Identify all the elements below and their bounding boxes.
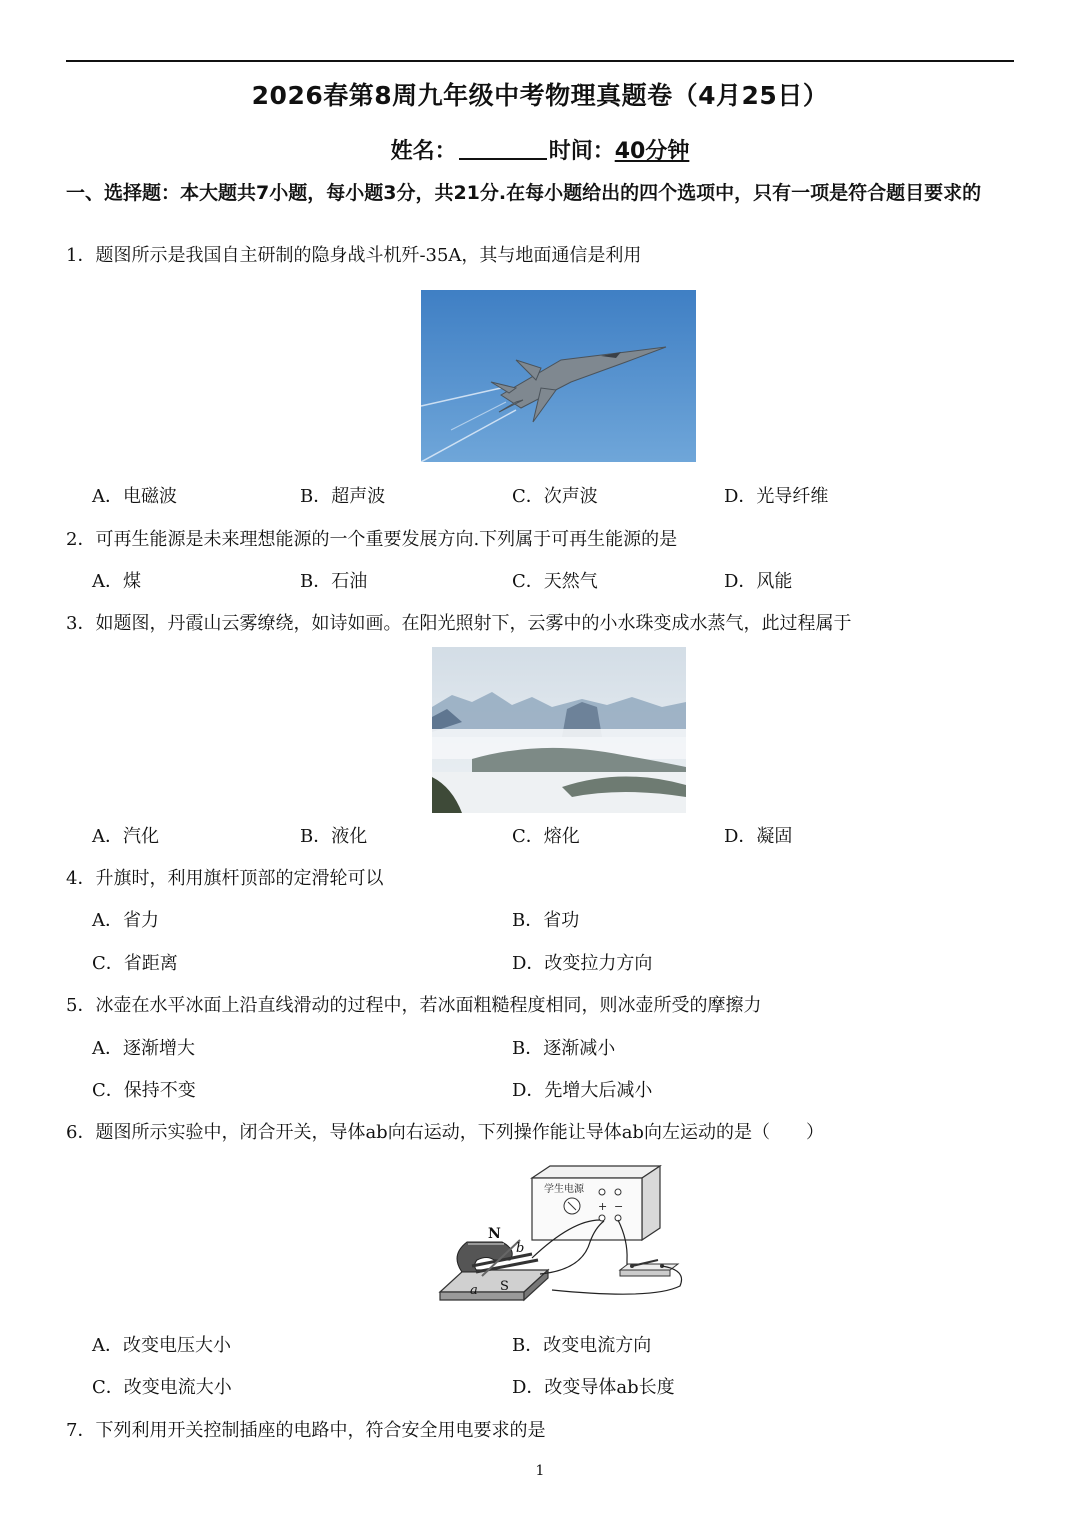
option-6a[interactable]: A．改变电压大小 [92,1335,231,1356]
option-5b[interactable]: B．逐渐减小 [512,1038,616,1059]
option-6d[interactable]: D．改变导体ab长度 [512,1377,675,1398]
section-heading: 一、选择题：本大题共7小题，每小题3分，共21分.在每小题给出的四个选项中，只有一项是符合题目要求的 [66,182,982,204]
question-3-stem: 3．如题图，丹霞山云雾缭绕，如诗如画。在阳光照射下，云雾中的小水珠变成水蒸气，此过程属于 [66,613,852,634]
option-3a[interactable]: A．汽化 [92,826,159,847]
option-1b[interactable]: B．超声波 [300,486,386,507]
plus-terminal-label: + [598,1200,608,1213]
minus-terminal-label: − [614,1200,624,1213]
time-label: 时间： [548,139,615,164]
question-2-stem: 2．可再生能源是未来理想能源的一个重要发展方向.下列属于可再生能源的是 [66,529,678,550]
option-5d[interactable]: D．先增大后减小 [512,1080,653,1101]
name-time-line [0,134,1080,165]
question-6-stem: 6．题图所示实验中，闭合开关，导体ab向右运动，下列操作能让导体ab向左运动的是（ ） [66,1122,824,1143]
name-blank[interactable] [459,138,547,160]
option-4b[interactable]: B．省功 [512,910,580,931]
option-3b[interactable]: B．液化 [300,826,368,847]
option-6c[interactable]: C．改变电流大小 [92,1377,232,1398]
south-pole-label: S [500,1279,509,1294]
fighter-jet-image [421,290,696,462]
option-5a[interactable]: A．逐渐增大 [92,1038,195,1059]
danxia-mountain-image [432,647,686,813]
power-supply-label: 学生电源 [544,1184,584,1195]
option-1d[interactable]: D．光导纤维 [724,486,829,507]
option-4d[interactable]: D．改变拉力方向 [512,953,653,974]
option-2a[interactable]: A．煤 [92,571,141,592]
page-number: 1 [535,1463,545,1479]
point-a-label: a [470,1283,478,1298]
option-5c[interactable]: C．保持不变 [92,1080,196,1101]
header-rule [66,60,1014,62]
option-2b[interactable]: B．石油 [300,571,368,592]
electromagnetic-circuit-diagram [432,1160,692,1308]
question-1-stem: 1．题图所示是我国自主研制的隐身战斗机歼-35A，其与地面通信是利用 [66,245,642,266]
option-1a[interactable]: A．电磁波 [92,486,177,507]
north-pole-label: N [488,1226,501,1242]
option-2c[interactable]: C．天然气 [512,571,598,592]
page-title: 2026春第8周九年级中考物理真题卷（4月25日） [251,81,829,110]
option-3c[interactable]: C．熔化 [512,826,580,847]
question-4-stem: 4．升旗时，利用旗杆顶部的定滑轮可以 [66,868,384,889]
time-value: 40分钟 [614,139,690,164]
point-b-label: b [516,1241,525,1256]
question-7-stem: 7．下列利用开关控制插座的电路中，符合安全用电要求的是 [66,1420,546,1441]
option-1c[interactable]: C．次声波 [512,486,598,507]
question-5-stem: 5．冰壶在水平冰面上沿直线滑动的过程中，若冰面粗糙程度相同，则冰壶所受的摩擦力 [66,995,762,1016]
option-3d[interactable]: D．凝固 [724,826,793,847]
option-4c[interactable]: C．省距离 [92,953,178,974]
name-label: 姓名： [390,139,457,164]
option-4a[interactable]: A．省力 [92,910,159,931]
option-6b[interactable]: B．改变电流方向 [512,1335,652,1356]
option-2d[interactable]: D．风能 [724,571,793,592]
